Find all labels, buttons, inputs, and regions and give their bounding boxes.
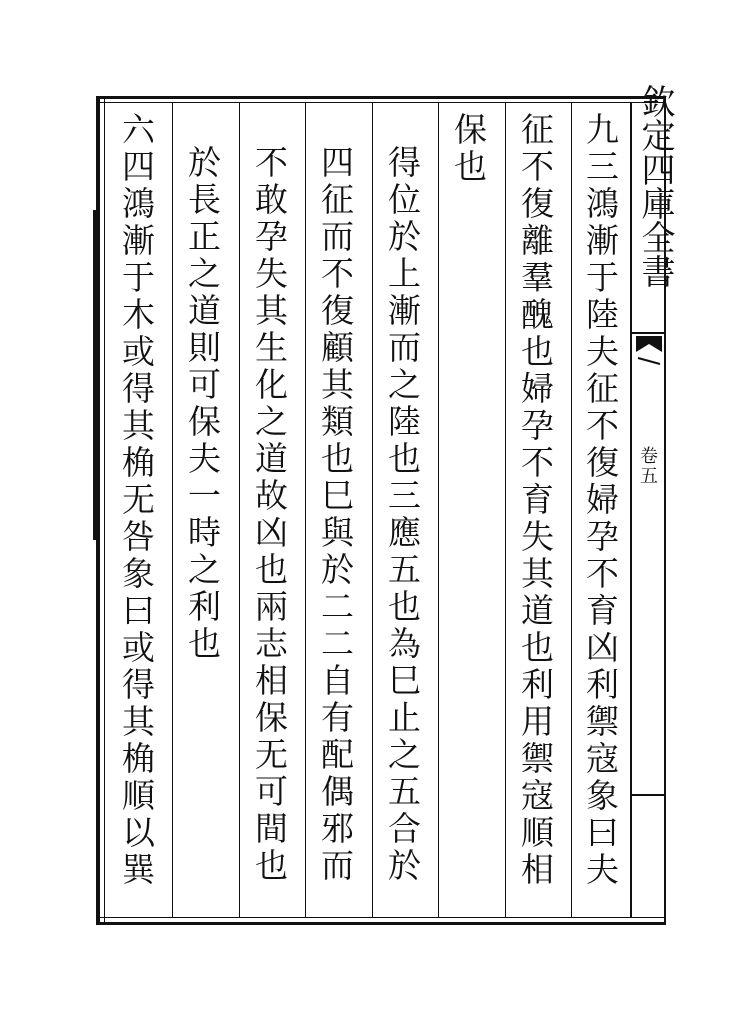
- fish-tail-mark-icon: [634, 334, 664, 370]
- book-title: 欽定四庫全書: [635, 84, 675, 288]
- text-column-6: 不敢孕失其生化之道故凶也兩志相保无可間也: [250, 145, 289, 885]
- margin-rule-lower: [632, 794, 664, 796]
- column-divider: [239, 102, 240, 917]
- text-column-5: 四征而不復顧其類也巳與於二二自有配偶邪而: [316, 145, 355, 885]
- column-divider: [505, 102, 506, 917]
- left-border-rule: [96, 96, 100, 925]
- volume-label: 卷五: [637, 446, 658, 486]
- text-column-3: 保也: [449, 112, 488, 186]
- bottom-border-rule-inner: [96, 917, 664, 918]
- column-divider: [372, 102, 373, 917]
- column-divider: [172, 102, 173, 917]
- text-column-1: 九三鴻漸于陸夫征不復婦孕不育凶利禦寇象曰夫: [581, 112, 620, 889]
- top-border-rule: [96, 96, 664, 99]
- text-column-4: 得位於上漸而之陸也三應五也為巳止之五合於: [383, 145, 422, 885]
- column-divider: [438, 102, 439, 917]
- column-divider: [305, 102, 306, 917]
- top-border-rule-inner: [96, 102, 664, 103]
- bottom-border-rule: [96, 922, 664, 925]
- left-border-tick: [93, 210, 96, 540]
- text-column-2: 征不復離羣醜也婦孕不育失其道也利用禦寇順相: [516, 112, 555, 889]
- text-column-7: 於長正之道則可保夫一時之利也: [183, 145, 222, 663]
- column-divider: [571, 102, 572, 917]
- text-column-8: 六四鴻漸于木或得其桷无咎象曰或得其桷順以巽: [117, 112, 156, 889]
- left-border-rule-inner: [104, 96, 105, 925]
